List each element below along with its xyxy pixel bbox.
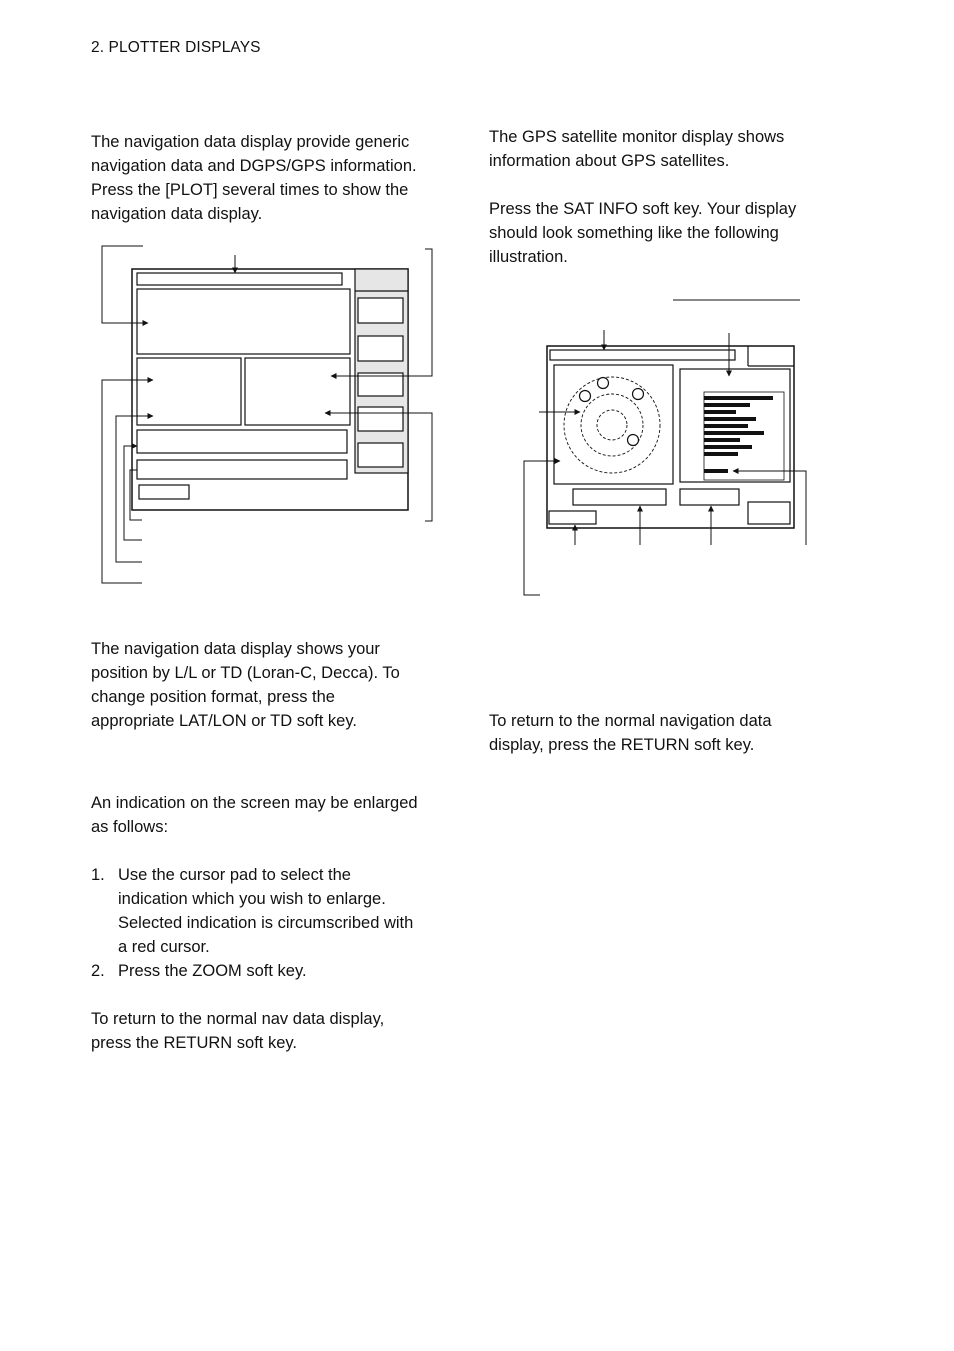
data-box-right — [245, 358, 350, 425]
softkey-1 — [358, 298, 403, 323]
status-box-1 — [573, 489, 666, 505]
gps-callout-lines — [524, 330, 806, 595]
satellite-marker — [633, 389, 644, 400]
softkey-2 — [358, 336, 403, 361]
bottom-left-box — [549, 511, 596, 524]
data-box-left — [137, 358, 241, 425]
nav-data-display-figure — [102, 246, 432, 583]
satellite-marker — [628, 435, 639, 446]
softkey-5 — [358, 443, 403, 467]
position-format-paragraph: The navigation data display shows your position by L/L or TD (Loran-C, Decca). To change position format, press the appropriate LAT/LON or TD soft key. — [91, 640, 400, 730]
status-box-2 — [680, 489, 739, 505]
sat-info-paragraph: Press the SAT INFO soft key. Your display should look something like the following illustration. — [489, 200, 797, 266]
title-bar — [137, 273, 342, 285]
small-box — [139, 485, 189, 499]
sky-plot — [564, 377, 660, 473]
gps-monitor-figure — [524, 300, 806, 595]
satellite-marker — [580, 391, 591, 402]
nav-data-intro-paragraph: The navigation data display provide generic navigation data and DGPS/GPS information. Press the [PLOT] several times to show the navigation data display. — [91, 133, 417, 223]
softkey-4 — [358, 407, 403, 431]
bottom-right-box — [748, 502, 790, 524]
enlarge-intro-paragraph: An indication on the screen may be enlarged as follows: — [91, 794, 418, 836]
signal-bars — [704, 396, 773, 473]
gps-monitor-intro-paragraph: The GPS satellite monitor display shows information about GPS satellites. — [489, 128, 785, 170]
list-item: 1. Use the cursor pad to select the indication which you wish to enlarge. Selected indication is circumscribed with a red cursor. — [91, 866, 414, 956]
gps-display-frame — [547, 346, 794, 528]
return-nav-paragraph: To return to the normal nav data display, press the RETURN soft key. — [91, 1010, 385, 1052]
sky-plot-box — [554, 365, 673, 484]
wide-data-box-2 — [137, 460, 347, 479]
return-gps-paragraph: To return to the normal navigation data display, press the RETURN soft key. — [489, 712, 772, 754]
list-item: 2. Press the ZOOM soft key. — [91, 962, 307, 980]
wide-data-box-1 — [137, 430, 347, 453]
gps-title-bar — [550, 350, 735, 360]
satellite-marker — [598, 378, 609, 389]
main-data-box — [137, 289, 350, 354]
running-head: 2. PLOTTER DISPLAYS — [91, 39, 261, 56]
